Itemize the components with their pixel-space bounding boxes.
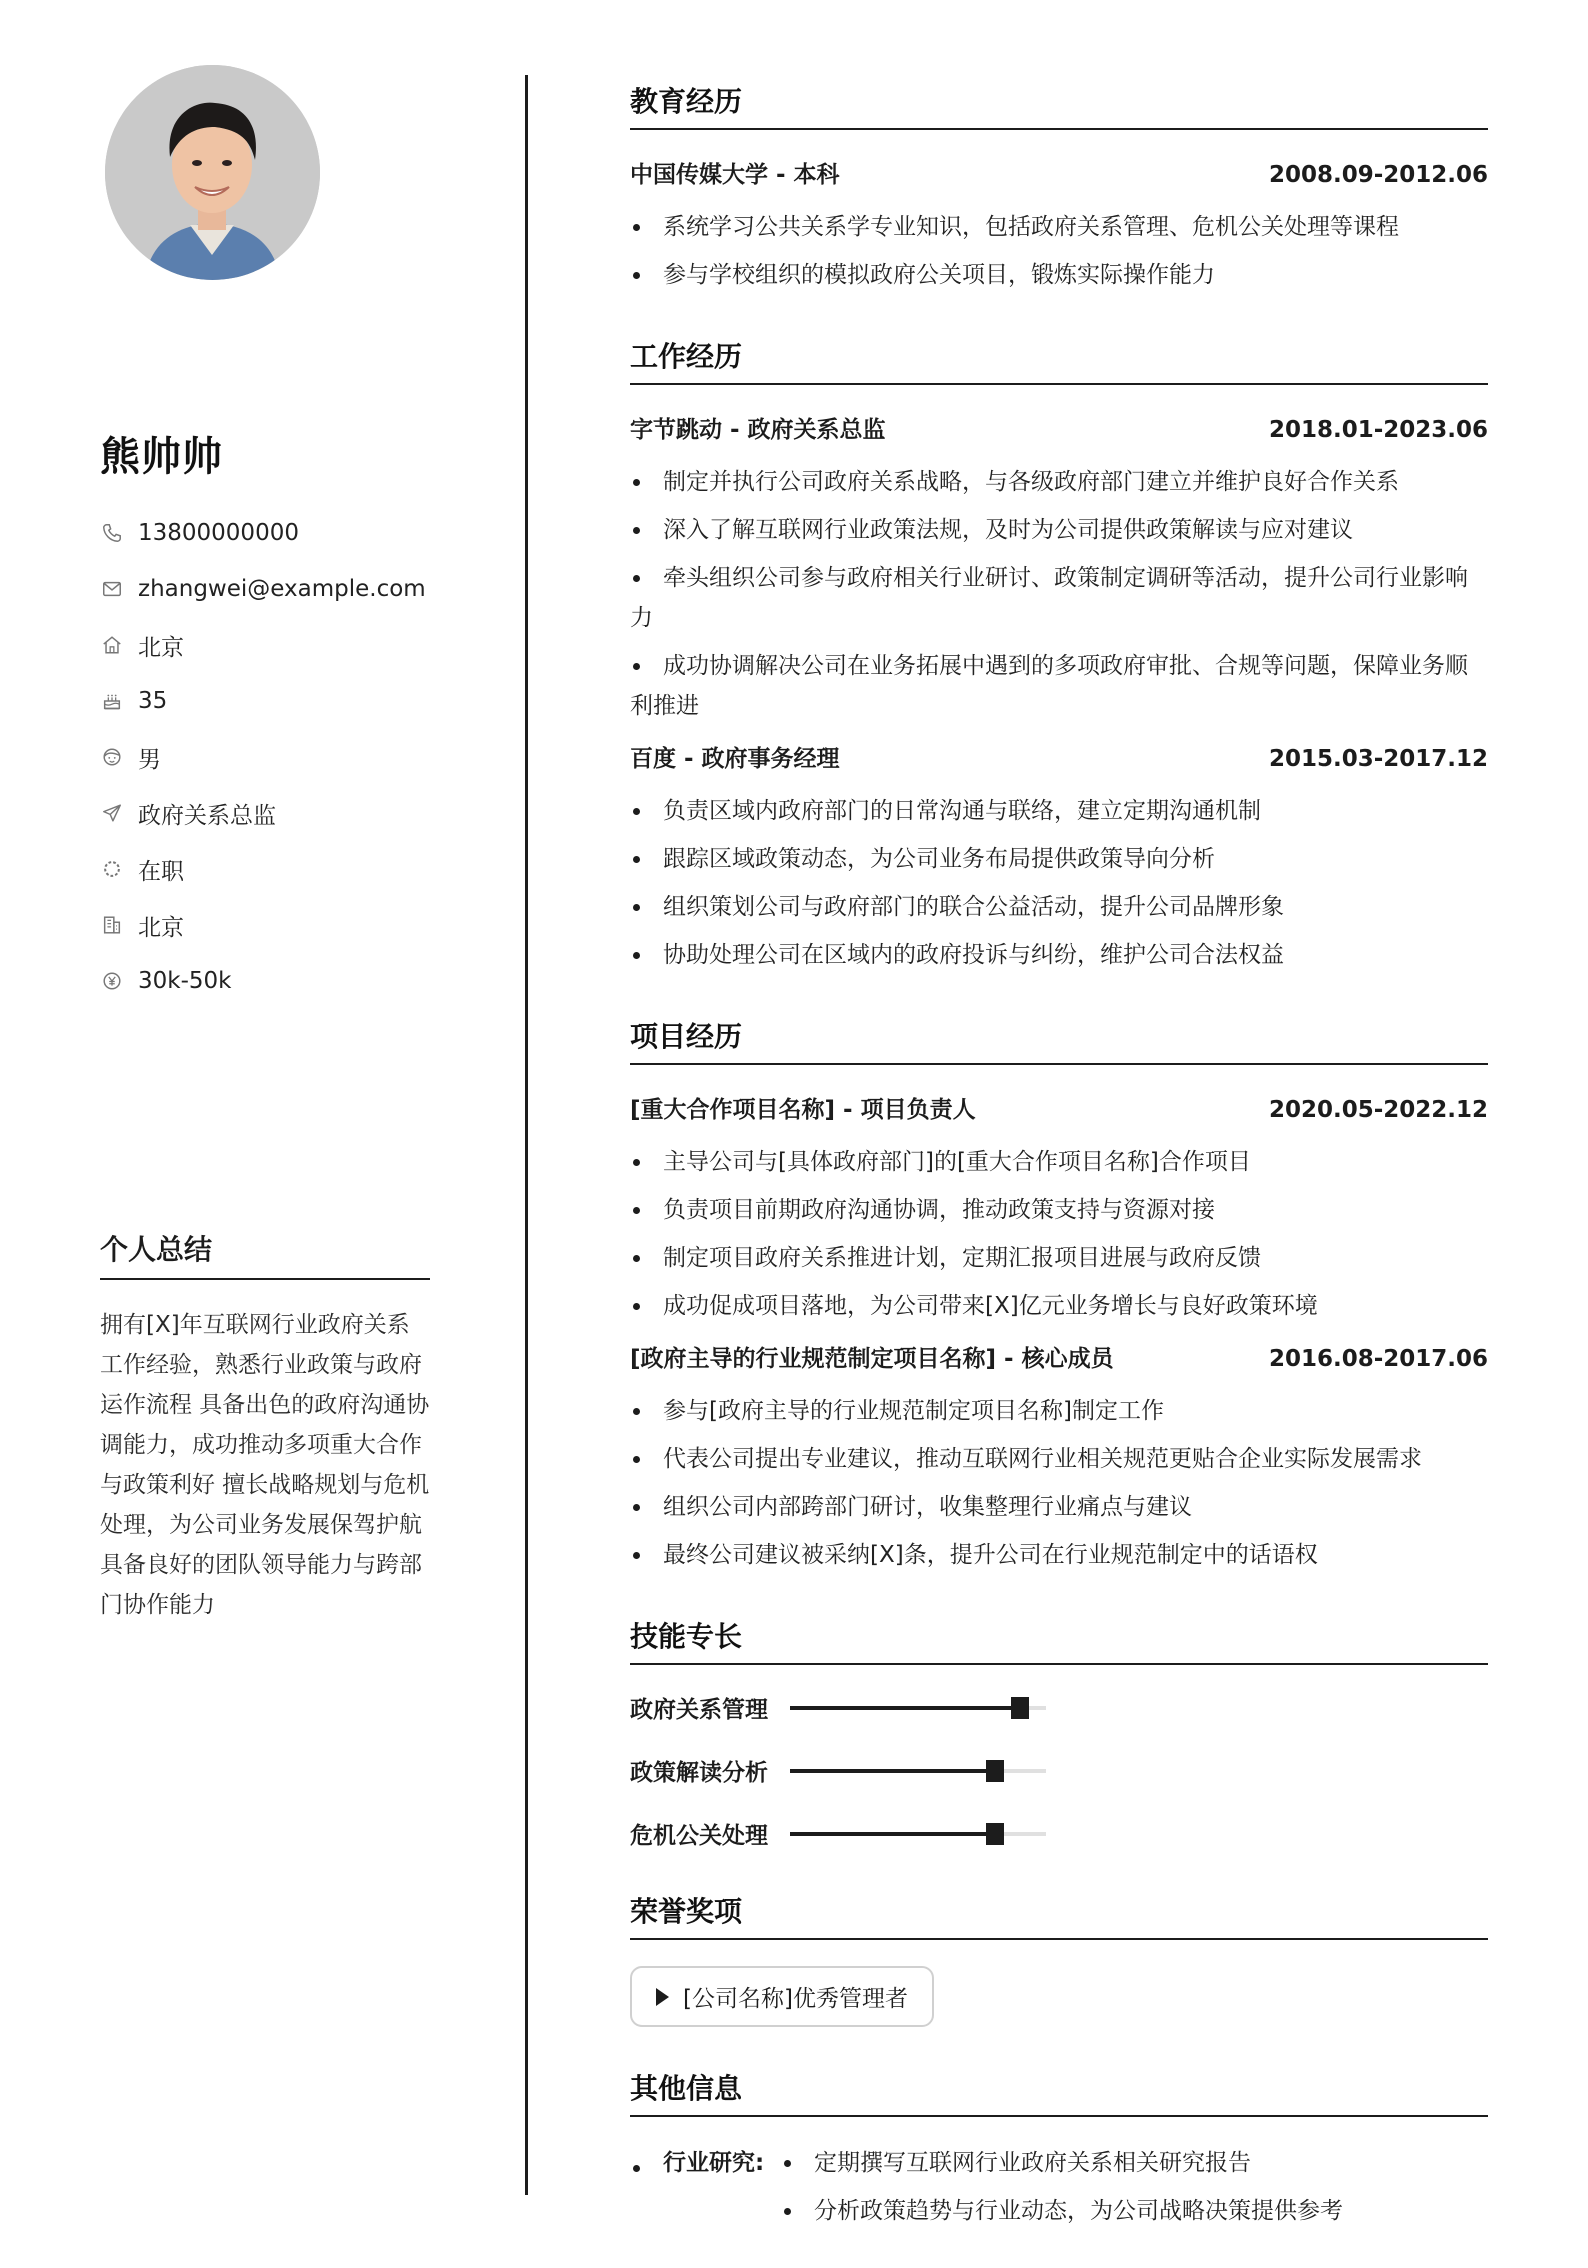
education-bullets	[630, 207, 1488, 295]
salary-value: 30k-50k	[138, 968, 232, 994]
other-title: 其他信息	[630, 2067, 1488, 2117]
age-value: 35	[138, 688, 168, 714]
list-item: 组织策划公司与政府部门的联合公益活动，提升公司品牌形象	[630, 887, 1488, 927]
building-icon	[100, 913, 124, 937]
education-title: 教育经历	[630, 80, 1488, 130]
mail-icon	[100, 577, 124, 601]
list-item: 最终公司建议被采纳[X]条，提升公司在行业规范制定中的话语权	[630, 1535, 1488, 1575]
education-school: 中国传媒大学 - 本科	[630, 162, 840, 188]
skill-bar	[790, 1706, 1046, 1710]
info-status	[100, 841, 426, 897]
education-entry-head	[630, 156, 1488, 189]
skill-fill	[790, 1706, 1020, 1710]
work-date: 2018.01-2023.06	[1268, 417, 1488, 443]
skill-knob	[1011, 1697, 1029, 1719]
work-entry-head	[630, 411, 1488, 444]
skill-bar	[790, 1832, 1046, 1836]
list-item: 成功协调解决公司在业务拓展中遇到的多项政府审批、合规等问题，保障业务顺利推进	[630, 646, 1488, 726]
list-item: 参与学校组织的模拟政府公关项目，锻炼实际操作能力	[630, 255, 1488, 295]
list-item: 成功促成项目落地，为公司带来[X]亿元业务增长与良好政策环境	[630, 1286, 1488, 1326]
list-item: 分析政策趋势与行业动态，为公司战略决策提供参考	[781, 2191, 1343, 2231]
list-item: 参与[政府主导的行业规范制定项目名称]制定工作	[630, 1391, 1488, 1431]
info-gender	[100, 729, 426, 785]
target-city-value: 北京	[138, 914, 184, 941]
info-salary	[100, 953, 426, 1009]
skill-item	[630, 1817, 1072, 1850]
yen-icon	[100, 969, 124, 993]
project-name: [重大合作项目名称] - 项目负责人	[630, 1097, 976, 1123]
skill-knob	[986, 1823, 1004, 1845]
work-date: 2015.03-2017.12	[1268, 746, 1488, 772]
list-item: 深入了解互联网行业政策法规，及时为公司提供政策解读与应对建议	[630, 510, 1488, 550]
info-position	[100, 785, 426, 841]
phone-value: 13800000000	[138, 520, 299, 546]
education-section	[630, 80, 1488, 295]
work-title: 工作经历	[630, 335, 1488, 385]
home-icon	[100, 633, 124, 657]
skill-fill	[790, 1769, 995, 1773]
project-entry-head	[630, 1340, 1488, 1373]
info-email	[100, 561, 426, 617]
other-label: 行业研究:	[630, 2143, 781, 2239]
list-item: 负责项目前期政府沟通协调，推动政策支持与资源对接	[630, 1190, 1488, 1230]
skills-title: 技能专长	[630, 1615, 1488, 1665]
info-age	[100, 673, 426, 729]
other-bullets	[781, 2143, 1343, 2239]
position-value: 政府关系总监	[138, 802, 276, 829]
work-company: 字节跳动 - 政府关系总监	[630, 417, 886, 443]
skill-fill	[790, 1832, 995, 1836]
skill-label: 政策解读分析	[630, 1760, 768, 1786]
list-item: 代表公司提出专业建议，推动互联网行业相关规范更贴合企业实际发展需求	[630, 1439, 1488, 1479]
summary-title: 个人总结	[100, 1228, 430, 1280]
list-item: 牵头组织公司参与政府相关行业研讨、政策制定调研等活动，提升公司行业影响力	[630, 558, 1488, 638]
projects-title: 项目经历	[630, 1015, 1488, 1065]
project-name: [政府主导的行业规范制定项目名称] - 核心成员	[630, 1346, 1114, 1372]
skill-bar	[790, 1769, 1046, 1773]
skill-label: 政府关系管理	[630, 1697, 768, 1723]
city-value: 北京	[138, 634, 184, 661]
honors-section	[630, 1890, 1488, 2027]
phone-icon	[100, 521, 124, 545]
skill-item	[630, 1691, 1072, 1724]
list-item: 制定项目政府关系推进计划，定期汇报项目进展与政府反馈	[630, 1238, 1488, 1278]
work-section	[630, 335, 1488, 975]
work-entry-head	[630, 740, 1488, 773]
skill-knob	[986, 1760, 1004, 1782]
honor-tag	[630, 1966, 934, 2027]
list-item: 跟踪区域政策动态，为公司业务布局提供政策导向分析	[630, 839, 1488, 879]
email-value: zhangwei@example.com	[138, 576, 426, 602]
project-bullets	[630, 1142, 1488, 1326]
avatar-photo	[105, 65, 320, 280]
status-icon	[100, 857, 124, 881]
summary-text: 拥有[X]年互联网行业政府关系工作经验，熟悉行业政策与政府运作流程 具备出色的政府沟通协调能力，成功推动多项重大合作与政策利好 擅长战略规划与危机处理，为公司业务发展保驾护航 具备良好的团队领导能力与跨部门协作能力	[100, 1312, 430, 1618]
work-bullets	[630, 791, 1488, 975]
project-entry-head	[630, 1091, 1488, 1124]
cake-icon	[100, 689, 124, 713]
main-content	[630, 80, 1488, 2239]
honor-label: [公司名称]优秀管理者	[683, 1986, 908, 2012]
work-company: 百度 - 政府事务经理	[630, 746, 840, 772]
project-date: 2020.05-2022.12	[1268, 1097, 1488, 1123]
info-city	[100, 617, 426, 673]
avatar	[105, 65, 320, 280]
column-divider	[525, 75, 528, 2195]
education-date: 2008.09-2012.06	[1268, 162, 1488, 188]
info-phone	[100, 505, 426, 561]
contact-info	[100, 505, 426, 1009]
list-item: 协助处理公司在区域内的政府投诉与纠纷，维护公司合法权益	[630, 935, 1488, 975]
gender-value: 男	[138, 746, 161, 773]
list-item: 组织公司内部跨部门研讨，收集整理行业痛点与建议	[630, 1487, 1488, 1527]
list-item: 负责区域内政府部门的日常沟通与联络，建立定期沟通机制	[630, 791, 1488, 831]
list-item: 制定并执行公司政府关系战略，与各级政府部门建立并维护良好合作关系	[630, 462, 1488, 502]
other-section	[630, 2067, 1488, 2239]
info-target-city	[100, 897, 426, 953]
candidate-name: 熊帅帅	[100, 434, 223, 480]
honors-title: 荣誉奖项	[630, 1890, 1488, 1940]
other-info	[630, 2143, 1488, 2239]
projects-section	[630, 1015, 1488, 1575]
skill-item	[630, 1754, 1072, 1787]
send-icon	[100, 801, 124, 825]
list-item: 定期撰写互联网行业政府关系相关研究报告	[781, 2143, 1343, 2183]
face-icon	[100, 745, 124, 769]
list-item: 主导公司与[具体政府部门]的[重大合作项目名称]合作项目	[630, 1142, 1488, 1182]
project-bullets	[630, 1391, 1488, 1575]
skills-section	[630, 1615, 1488, 1850]
play-icon	[656, 1988, 669, 2006]
list-item: 系统学习公共关系学专业知识，包括政府关系管理、危机公关处理等课程	[630, 207, 1488, 247]
skills-list	[630, 1691, 1488, 1850]
skill-label: 危机公关处理	[630, 1823, 768, 1849]
work-bullets	[630, 462, 1488, 726]
status-value: 在职	[138, 858, 184, 885]
project-date: 2016.08-2017.06	[1268, 1346, 1488, 1372]
